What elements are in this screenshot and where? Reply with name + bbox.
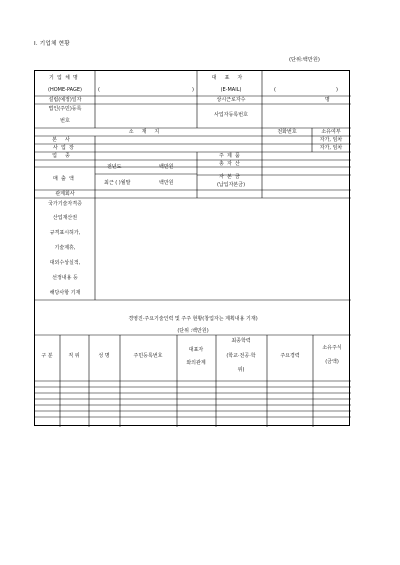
total-assets-label: 총자산 (218, 161, 244, 167)
management-heading: 경영진·주요기술인력 및 주주 현황(창업자는 계획내용 기재) (128, 316, 258, 322)
plant-ownership-value: 자가, 임차 (319, 145, 343, 151)
plant-label: 사업장 (52, 145, 78, 151)
recent-month-label: 최근 ( )월말 (104, 180, 131, 186)
col-shares-line2: (금액) (325, 359, 339, 365)
col-education-line1: 최종학력 (231, 338, 251, 344)
cert-label-line1: 국가기술자격증 (48, 201, 82, 207)
phone-label: 전화번호 (277, 129, 297, 135)
homepage-paren-open: ( (98, 87, 100, 93)
hq-label: 본사 (52, 137, 78, 143)
cert-label-line7: 해당사항 기재 (49, 290, 81, 296)
corp-reg-label-line2: 번호 (60, 118, 70, 124)
affiliate-label: 관계회사 (55, 191, 75, 197)
homepage-label: (HOME-PAGE) (48, 87, 82, 93)
col-name: 성 명 (98, 353, 110, 359)
col-id-number: 주민등록번호 (133, 353, 163, 359)
cert-label-line4: 기술제휴, (54, 245, 76, 251)
col-career: 주요경력 (280, 353, 300, 359)
email-paren-close: ) (336, 87, 338, 93)
cert-label-line6: 선정내용 등 (52, 275, 78, 281)
ceo-label: 대표자 (211, 75, 251, 81)
location-label: 소재지 (128, 129, 168, 135)
prev-year-unit: 백만원 (159, 164, 174, 170)
col-education-line2: (학교·전공·학 (226, 353, 256, 359)
email-label: (E-MAIL) (220, 87, 242, 93)
section-title: Ⅰ. 기업체 현황 (34, 41, 70, 47)
main-product-label: 주제품 (218, 153, 244, 159)
employees-unit: 명 (325, 97, 330, 103)
col-shares-line1: 소유주식 (322, 345, 342, 351)
col-position: 직 위 (68, 353, 80, 359)
sales-label: 매출액 (52, 176, 78, 182)
industry-label: 업종 (52, 153, 78, 159)
biz-reg-label: 사업자등록번호 (214, 112, 248, 118)
email-paren-open: ( (274, 87, 276, 93)
employees-label: 상시근로자수 (216, 97, 246, 103)
form-grid-lines (35, 71, 351, 427)
col-type: 구 분 (41, 353, 53, 359)
hq-ownership-value: 자가, 임차 (319, 137, 343, 143)
col-relation-line1: 대표자 (188, 347, 204, 353)
prev-year-label: 전년도 (107, 164, 122, 170)
company-name-label: 기업체명 (48, 75, 82, 81)
paid-in-capital-label: (납입자본금) (216, 182, 246, 188)
cert-label-line5: 대외수상실적, (49, 260, 81, 266)
col-education-line3: 위) (237, 367, 245, 373)
cert-label-line2: 산업재산권 (52, 215, 78, 221)
corp-reg-label-line1: 법인(주민)등록 (48, 106, 82, 112)
company-status-form (34, 70, 350, 426)
unit-note: (단위:백만원) (289, 57, 320, 63)
ownership-label: 소유여부 (321, 129, 341, 135)
capital-label: 자본금 (218, 174, 244, 180)
founded-date-label: 설립(예정)일자 (48, 97, 82, 103)
recent-month-unit: 백만원 (159, 180, 174, 186)
col-relation-line2: 와의관계 (186, 360, 206, 366)
homepage-paren-close: ) (192, 87, 194, 93)
management-unit: (단위 :백만원) (177, 328, 209, 334)
cert-label-line3: 규격표시허가, (49, 230, 81, 236)
